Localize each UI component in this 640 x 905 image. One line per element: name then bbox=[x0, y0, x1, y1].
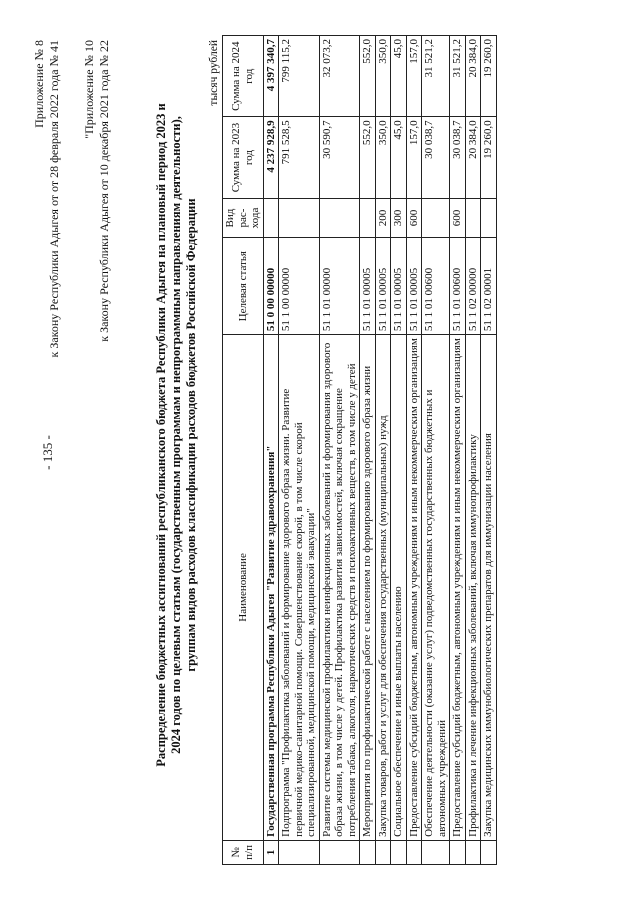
row-article-cell: 51 1 01 00600 bbox=[422, 238, 450, 335]
row-article-cell: 51 1 01 00005 bbox=[406, 238, 422, 335]
row-sum-2023-cell: 45,0 bbox=[391, 117, 407, 198]
row-article-cell: 51 1 01 00005 bbox=[391, 238, 407, 335]
header-vid: Вид рас-хода bbox=[223, 198, 264, 238]
row-sum-2023-cell: 791 528,5 bbox=[279, 117, 320, 198]
row-sum-2023-cell: 30 038,7 bbox=[422, 117, 450, 198]
row-article-cell: 51 1 02 00000 bbox=[465, 238, 481, 335]
row-number-cell bbox=[360, 840, 376, 864]
row-vid-cell bbox=[279, 198, 320, 238]
table-header-row bbox=[223, 36, 264, 865]
units-label: тысяч рублей bbox=[208, 40, 220, 106]
row-number-cell bbox=[481, 840, 497, 864]
row-number-cell bbox=[465, 840, 481, 864]
row-sum-2024-cell: 799 115,2 bbox=[279, 36, 320, 117]
header-article: Целевая статья bbox=[223, 238, 264, 335]
row-article-cell: 51 1 00 00000 bbox=[279, 238, 320, 335]
row-sum-2024-cell: 4 397 340,7 bbox=[263, 36, 279, 117]
row-sum-2024-cell: 20 384,0 bbox=[465, 36, 481, 117]
row-name-cell: Обеспечение деятельности (оказание услуг) подведомственных государственных бюджетных и автономных учреждений bbox=[422, 335, 450, 841]
row-vid-cell bbox=[360, 198, 376, 238]
row-number-cell bbox=[406, 840, 422, 864]
header-sum-2023: Сумма на 2023 год bbox=[223, 117, 264, 198]
row-sum-2024-cell: 19 260,0 bbox=[481, 36, 497, 117]
row-sum-2023-cell: 30 590,7 bbox=[319, 117, 360, 198]
annex-original-line2: к Закону Республики Адыгея от 10 декабря 2021 года № 22 bbox=[97, 40, 111, 342]
row-name-cell: Закупка медицинских иммунобиологических препаратов для иммунизации населения bbox=[481, 335, 497, 841]
row-sum-2023-cell: 552,0 bbox=[360, 117, 376, 198]
page-number: - 135 - bbox=[40, 435, 55, 470]
table-body bbox=[263, 36, 496, 865]
table-row bbox=[465, 36, 481, 865]
table-row bbox=[422, 36, 450, 865]
row-name-cell: Социальное обеспечение и иные выплаты населению bbox=[391, 335, 407, 841]
table-row bbox=[406, 36, 422, 865]
table-row bbox=[263, 36, 279, 865]
row-sum-2023-cell: 157,0 bbox=[406, 117, 422, 198]
row-sum-2024-cell: 31 521,2 bbox=[422, 36, 450, 117]
row-vid-cell: 600 bbox=[450, 198, 466, 238]
row-article-cell: 51 1 01 00600 bbox=[450, 238, 466, 335]
annex-original-line1: "Приложение № 10 bbox=[82, 40, 96, 139]
row-sum-2024-cell: 32 073,2 bbox=[319, 36, 360, 117]
row-vid-cell: 600 bbox=[406, 198, 422, 238]
row-name-cell: Государственная программа Республики Адыгея "Развитие здравоохранения" bbox=[263, 335, 279, 841]
row-vid-cell bbox=[422, 198, 450, 238]
row-sum-2024-cell: 350,0 bbox=[375, 36, 391, 117]
row-sum-2023-cell: 20 384,0 bbox=[465, 117, 481, 198]
table-row bbox=[360, 36, 376, 865]
row-vid-cell: 200 bbox=[375, 198, 391, 238]
table-row bbox=[481, 36, 497, 865]
row-number-cell bbox=[279, 840, 320, 864]
header-sum-2024: Сумма на 2024 год bbox=[223, 36, 264, 117]
row-name-cell: Мероприятия по профилактической работе с населением по формированию здорового образа жизни bbox=[360, 335, 376, 841]
row-name-cell: Предоставление субсидий бюджетным, автономным учреждениям и иным некоммерческим организациям bbox=[406, 335, 422, 841]
row-sum-2024-cell: 45,0 bbox=[391, 36, 407, 117]
table-row bbox=[391, 36, 407, 865]
row-article-cell: 51 1 02 00001 bbox=[481, 238, 497, 335]
row-name-cell: Предоставление субсидий бюджетным, автономным учреждениям и иным некоммерческим организациям bbox=[450, 335, 466, 841]
row-sum-2023-cell: 19 260,0 bbox=[481, 117, 497, 198]
row-vid-cell bbox=[263, 198, 279, 238]
row-number-cell bbox=[319, 840, 360, 864]
table-row bbox=[279, 36, 320, 865]
row-name-cell: Закупка товаров, работ и услуг для обеспечения государственных (муниципальных) нужд bbox=[375, 335, 391, 841]
row-number-cell: 1 bbox=[263, 840, 279, 864]
header-name: Наименование bbox=[223, 335, 264, 841]
row-name-cell: Развитие системы медицинской профилактики неинфекционных заболеваний и формирования здорового образа жизни, в том числе у детей. Профилактика развития зависимостей, включая сокращение потребления табака, алкоголя, наркотических средств и психоактивных веществ, в том числе у детей bbox=[319, 335, 360, 841]
row-number-cell bbox=[391, 840, 407, 864]
row-article-cell: 51 1 01 00005 bbox=[375, 238, 391, 335]
header-num: № п/п bbox=[223, 840, 264, 864]
row-vid-cell bbox=[481, 198, 497, 238]
row-number-cell bbox=[422, 840, 450, 864]
row-name-cell: Подпрограмма "Профилактика заболеваний и формирование здорового образа жизни. Развитие первичной медико-санитарной помощи. Совершенствование скорой, в том числе скорой специализированной, медицинской помощи, медицинской эвакуации" bbox=[279, 335, 320, 841]
row-article-cell: 51 0 00 00000 bbox=[263, 238, 279, 335]
table-row bbox=[319, 36, 360, 865]
table-row bbox=[450, 36, 466, 865]
row-article-cell: 51 1 01 00000 bbox=[319, 238, 360, 335]
row-sum-2023-cell: 4 237 928,9 bbox=[263, 117, 279, 198]
row-vid-cell bbox=[465, 198, 481, 238]
row-name-cell: Профилактика и лечение инфекционных заболеваний, включая иммунопрофилактику bbox=[465, 335, 481, 841]
budget-table bbox=[222, 35, 497, 865]
row-sum-2024-cell: 31 521,2 bbox=[450, 36, 466, 117]
annex-current-line1: Приложение № 8 bbox=[32, 40, 46, 128]
row-vid-cell: 300 bbox=[391, 198, 407, 238]
row-sum-2024-cell: 157,0 bbox=[406, 36, 422, 117]
row-sum-2023-cell: 30 038,7 bbox=[450, 117, 466, 198]
row-sum-2023-cell: 350,0 bbox=[375, 117, 391, 198]
row-number-cell bbox=[450, 840, 466, 864]
row-sum-2024-cell: 552,0 bbox=[360, 36, 376, 117]
annex-current-line2: к Закону Республики Адыгея от от 28 февраля 2022 года № 41 bbox=[47, 40, 61, 358]
row-article-cell: 51 1 01 00005 bbox=[360, 238, 376, 335]
row-vid-cell bbox=[319, 198, 360, 238]
row-number-cell bbox=[375, 840, 391, 864]
document-title: Распределение бюджетных ассигнований республиканского бюджета Республики Адыгея на плановый период 2023 и 2024 годов по целевым статьям (государственным программам и непрограммным направлениям деятельности), группам видов расходов классификации расходов бюджетов Российской Федерации bbox=[154, 103, 198, 767]
table-row bbox=[375, 36, 391, 865]
